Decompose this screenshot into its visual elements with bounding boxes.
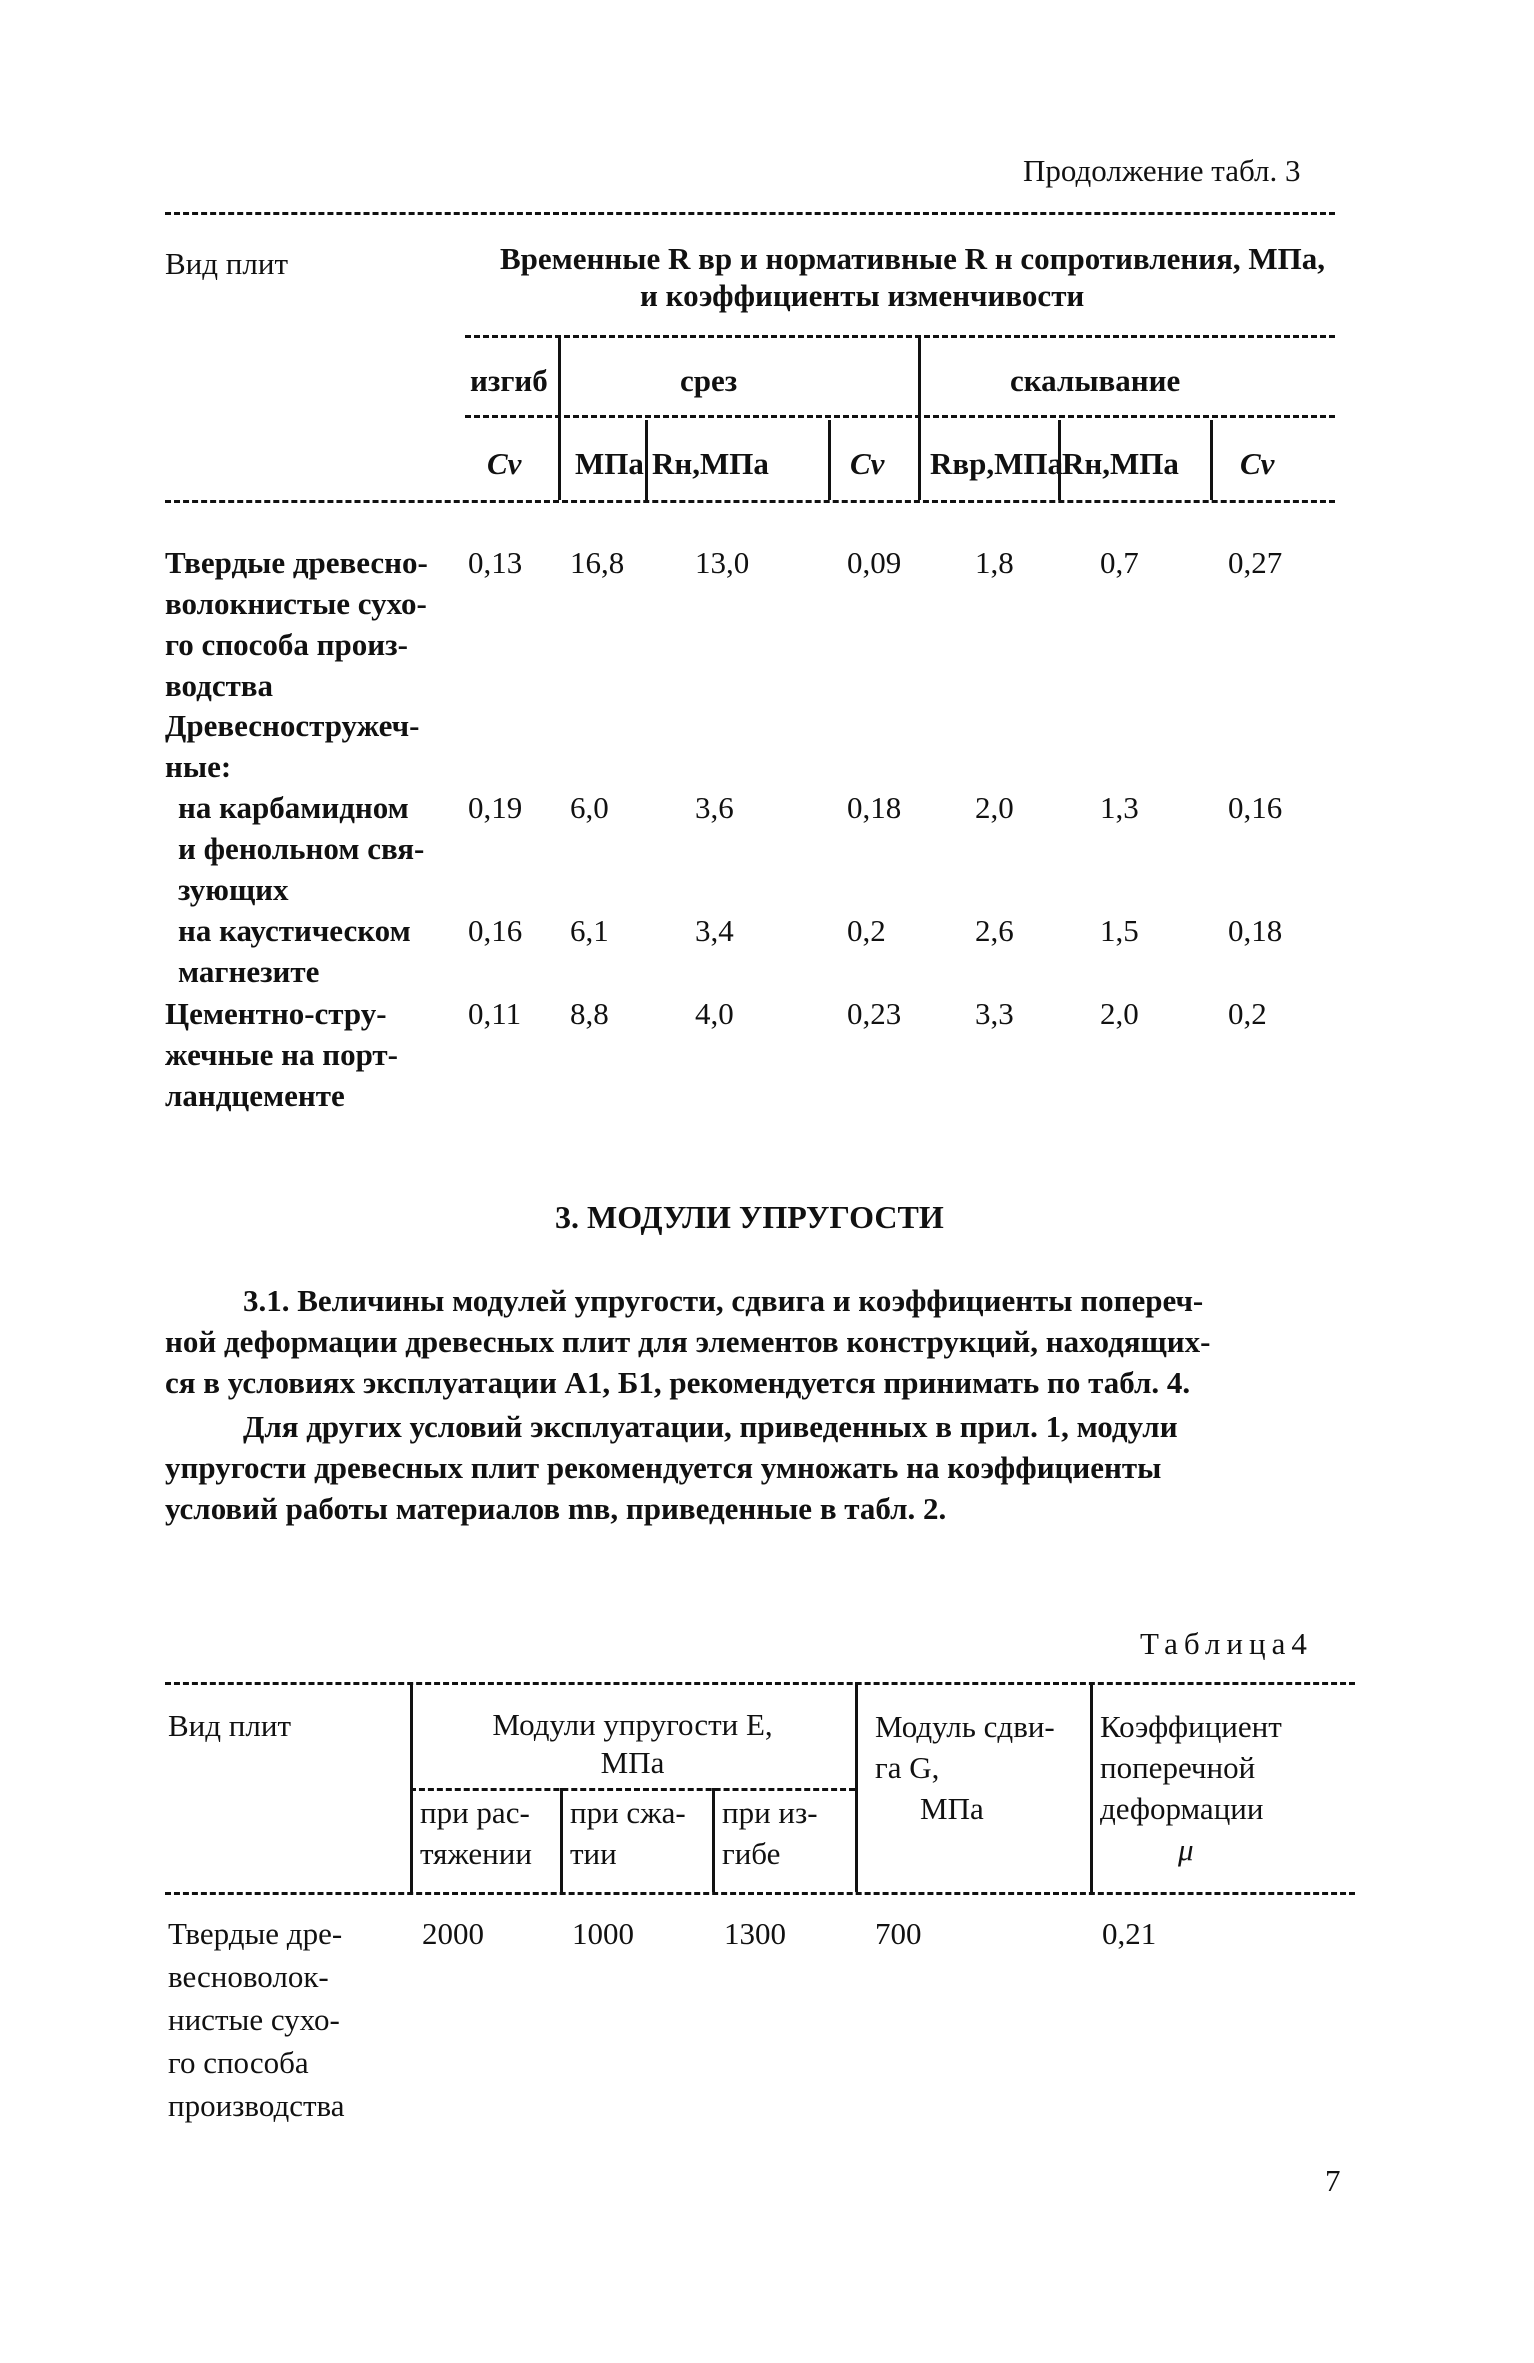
group-chip: скалывание — [1010, 363, 1181, 398]
table-row-label: Твердые древесно- волокнистые сухо- го способа произ- водства — [165, 545, 428, 703]
cell-value: 0,2 — [1228, 996, 1267, 1031]
paragraph-2: Для других условий эксплуатации, приведенных в прил. 1, модули упругости древесных плит рекомендуется умножать на коэффициенты условий работы материалов mв, приведенные в табл. 2. — [165, 1409, 1178, 1526]
cell-value: 1000 — [572, 1916, 634, 1951]
cell-value: 16,8 — [570, 545, 625, 580]
t4-vline-sub-1 — [560, 1788, 563, 1892]
table-caption: Таблица4 — [1140, 1626, 1313, 1661]
cell-value: 3,3 — [975, 996, 1014, 1031]
cell-value: 2,0 — [975, 790, 1014, 825]
cell-value: 1,5 — [1100, 913, 1139, 948]
cell-value: 700 — [875, 1916, 922, 1951]
t4-shear-header: Модуль сдви- га G, МПа — [875, 1709, 1055, 1826]
header-bottom-rule — [165, 500, 1335, 503]
cell-value: 0,7 — [1100, 545, 1139, 580]
cell-value: 0,23 — [847, 996, 902, 1031]
cell-value: 2000 — [422, 1916, 484, 1951]
vline-sub-4 — [1210, 420, 1213, 500]
cell-value: 0,16 — [1228, 790, 1283, 825]
sub-cv-1: Cv — [487, 446, 522, 481]
cell-value: 0,11 — [468, 996, 522, 1031]
page-number: 7 — [1325, 2163, 1341, 2198]
paragraph-1: 3.1. Величины модулей упругости, сдвига и коэффициенты попереч- ной деформации древесных плит для элементов конструкций, находящих- ся в условиях эксплуатации А1, Б1, рекомендуется принимать по табл. 4. — [165, 1283, 1211, 1400]
table-row-label: Древесностружеч- ные: — [165, 708, 420, 784]
col-type-header: Вид плит — [165, 246, 288, 281]
cell-value: 6,0 — [570, 790, 609, 825]
cell-value: 1,3 — [1100, 790, 1139, 825]
vline-sub-2 — [828, 420, 831, 500]
main-header-line1: Временные R вр и нормативные R н сопротивления, МПа, — [500, 241, 1325, 276]
vline-sub-1 — [645, 420, 648, 500]
t4-sub-tension: при рас- тяжении — [420, 1795, 532, 1871]
sub-mpa: МПа — [575, 446, 644, 481]
cell-value: 13,0 — [695, 545, 750, 580]
t4-moduli-header: Модули упругости Е, МПа — [492, 1707, 773, 1780]
sub-cv-3: Cv — [1240, 446, 1275, 481]
sub-rvr-mpa: Rвр,МПа — [930, 446, 1063, 481]
cell-value: 2,0 — [1100, 996, 1139, 1031]
continuation-label: Продолжение табл. 3 — [1023, 153, 1301, 188]
table-row-label: на карбамидном и фенольном свя- зующих — [178, 790, 425, 907]
cell-value: 2,6 — [975, 913, 1014, 948]
cell-value: 1300 — [724, 1916, 786, 1951]
table-top-rule — [165, 212, 1335, 215]
t4-sub-bend: при из- гибе — [722, 1795, 818, 1871]
t4-sub-compression: при сжа- тии — [570, 1795, 686, 1871]
table-row-label: Цементно-стру- жечные на порт- ландцементе — [165, 996, 398, 1113]
cell-value: 0,16 — [468, 913, 523, 948]
cell-value: 0,18 — [847, 790, 902, 825]
group-shear: срез — [680, 363, 738, 398]
cell-value: 8,8 — [570, 996, 609, 1031]
cell-value: 0,27 — [1228, 545, 1283, 580]
table4-header-bottom-rule — [165, 1892, 1355, 1895]
cell-value: 0,21 — [1102, 1916, 1157, 1951]
t4-vline-3 — [1090, 1682, 1093, 1892]
cell-value: 4,0 — [695, 996, 734, 1031]
table4-top-rule — [165, 1682, 1355, 1685]
cell-value: 3,6 — [695, 790, 734, 825]
t4-poisson-header: Коэффициент поперечной деформации μ — [1100, 1709, 1282, 1867]
group-bend: изгиб — [470, 363, 548, 398]
cell-value: 0,09 — [847, 545, 902, 580]
table-row-label: Твердые дре- весноволок- нистые сухо- го способа производства — [168, 1916, 345, 2123]
sub-rn-mpa-2: Rн,МПа — [1062, 446, 1179, 481]
cell-value: 0,2 — [847, 913, 886, 948]
t4-vline-2 — [855, 1682, 858, 1892]
table-row-label: на каустическом магнезите — [178, 913, 411, 989]
cell-value: 3,4 — [695, 913, 734, 948]
sub-rn-mpa-1: Rн,МПа — [652, 446, 769, 481]
cell-value: 1,8 — [975, 545, 1014, 580]
section-title: 3. МОДУЛИ УПРУГОСТИ — [555, 1199, 944, 1235]
cell-value: 0,13 — [468, 545, 523, 580]
header-rule-2 — [465, 415, 1335, 418]
cell-value: 0,19 — [468, 790, 523, 825]
header-rule-1 — [465, 335, 1335, 338]
main-header-line2: и коэффициенты изменчивости — [640, 278, 1085, 313]
sub-cv-2: Cv — [850, 446, 885, 481]
cell-value: 0,18 — [1228, 913, 1283, 948]
t4-col-type: Вид плит — [168, 1708, 291, 1743]
t4-moduli-rule — [410, 1788, 855, 1791]
t4-vline-sub-2 — [712, 1788, 715, 1892]
cell-value: 6,1 — [570, 913, 609, 948]
